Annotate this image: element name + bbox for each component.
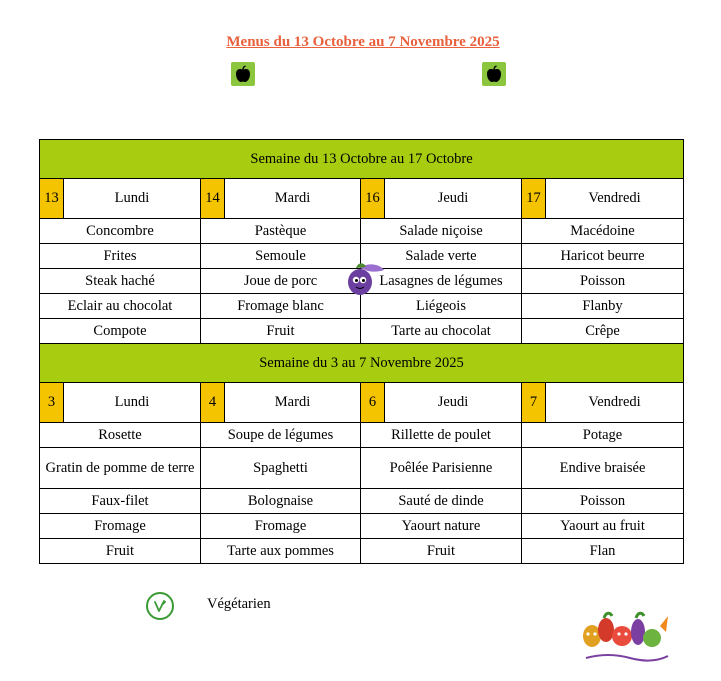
dish-cell: Concombre [40, 219, 201, 244]
vegetarian-legend-label: Végétarien [207, 596, 271, 612]
apple-icon [231, 62, 255, 86]
dish-cell: Lasagnes de légumes [361, 269, 522, 294]
dish-cell: Spaghetti [201, 448, 361, 489]
day-name: Vendredi [546, 179, 684, 219]
table-row [40, 489, 684, 514]
dish-cell: Steak haché [40, 269, 201, 294]
dish-cell: Crêpe [522, 319, 684, 344]
table-row [40, 514, 684, 539]
day-number: 4 [201, 383, 225, 423]
dish-cell: Faux-filet [40, 489, 201, 514]
dish-cell: Fromage blanc [201, 294, 361, 319]
day-name: Jeudi [385, 383, 522, 423]
dish-cell: Salade niçoise [361, 219, 522, 244]
dish-cell: Yaourt nature [361, 514, 522, 539]
dish-cell: Flan [522, 539, 684, 564]
day-name: Lundi [64, 179, 201, 219]
day-number: 3 [40, 383, 64, 423]
dish-cell: Poisson [522, 269, 684, 294]
dish-cell: Fruit [361, 539, 522, 564]
dish-cell: Bolognaise [201, 489, 361, 514]
page-title: Menus du 13 Octobre au 7 Novembre 2025 [226, 34, 500, 50]
dish-cell: Poisson [522, 489, 684, 514]
eggplant-mascot-icon [342, 256, 386, 300]
dish-cell: Tarte au chocolat [361, 319, 522, 344]
dish-cell: Macédoine [522, 219, 684, 244]
dish-cell: Fruit [201, 319, 361, 344]
day-number: 14 [201, 179, 225, 219]
dish-cell: Fromage [201, 514, 361, 539]
day-name: Jeudi [385, 179, 522, 219]
dish-cell: Rillette de poulet [361, 423, 522, 448]
dish-cell: Sauté de dinde [361, 489, 522, 514]
vegetarian-leaf-icon [146, 592, 174, 620]
week-header: Semaine du 13 Octobre au 17 Octobre [40, 140, 684, 179]
dish-cell: Potage [522, 423, 684, 448]
table-row [40, 448, 684, 489]
dish-cell: Eclair au chocolat [40, 294, 201, 319]
table-row [40, 219, 684, 244]
menu-table [39, 139, 684, 564]
dish-cell: Compote [40, 319, 201, 344]
day-name: Mardi [225, 383, 361, 423]
table-row [40, 319, 684, 344]
day-number: 17 [522, 179, 546, 219]
dish-cell: Flanby [522, 294, 684, 319]
dish-cell: Semoule [201, 244, 361, 269]
day-number: 6 [361, 383, 385, 423]
dish-cell: Endive braisée [522, 448, 684, 489]
dish-cell: Liégeois [361, 294, 522, 319]
day-name: Lundi [64, 383, 201, 423]
day-name: Vendredi [546, 383, 684, 423]
dish-cell: Rosette [40, 423, 201, 448]
dish-cell: Joue de porc [201, 269, 361, 294]
day-number: 16 [361, 179, 385, 219]
dish-cell: Gratin de pomme de terre [40, 448, 201, 489]
dish-cell: Soupe de légumes [201, 423, 361, 448]
apple-icon [482, 62, 506, 86]
day-number: 7 [522, 383, 546, 423]
dish-cell: Yaourt au fruit [522, 514, 684, 539]
table-row [40, 539, 684, 564]
day-name: Mardi [225, 179, 361, 219]
dish-cell: Tarte aux pommes [201, 539, 361, 564]
dish-cell: Salade verte [361, 244, 522, 269]
dish-cell: Fromage [40, 514, 201, 539]
week-header: Semaine du 3 au 7 Novembre 2025 [40, 344, 684, 383]
dish-cell: Pastèque [201, 219, 361, 244]
dish-cell: Frites [40, 244, 201, 269]
bon-appetit-vegetables-icon [578, 606, 674, 668]
day-number: 13 [40, 179, 64, 219]
table-row [40, 423, 684, 448]
dish-cell: Fruit [40, 539, 201, 564]
dish-cell: Haricot beurre [522, 244, 684, 269]
dish-cell: Poêlée Parisienne [361, 448, 522, 489]
